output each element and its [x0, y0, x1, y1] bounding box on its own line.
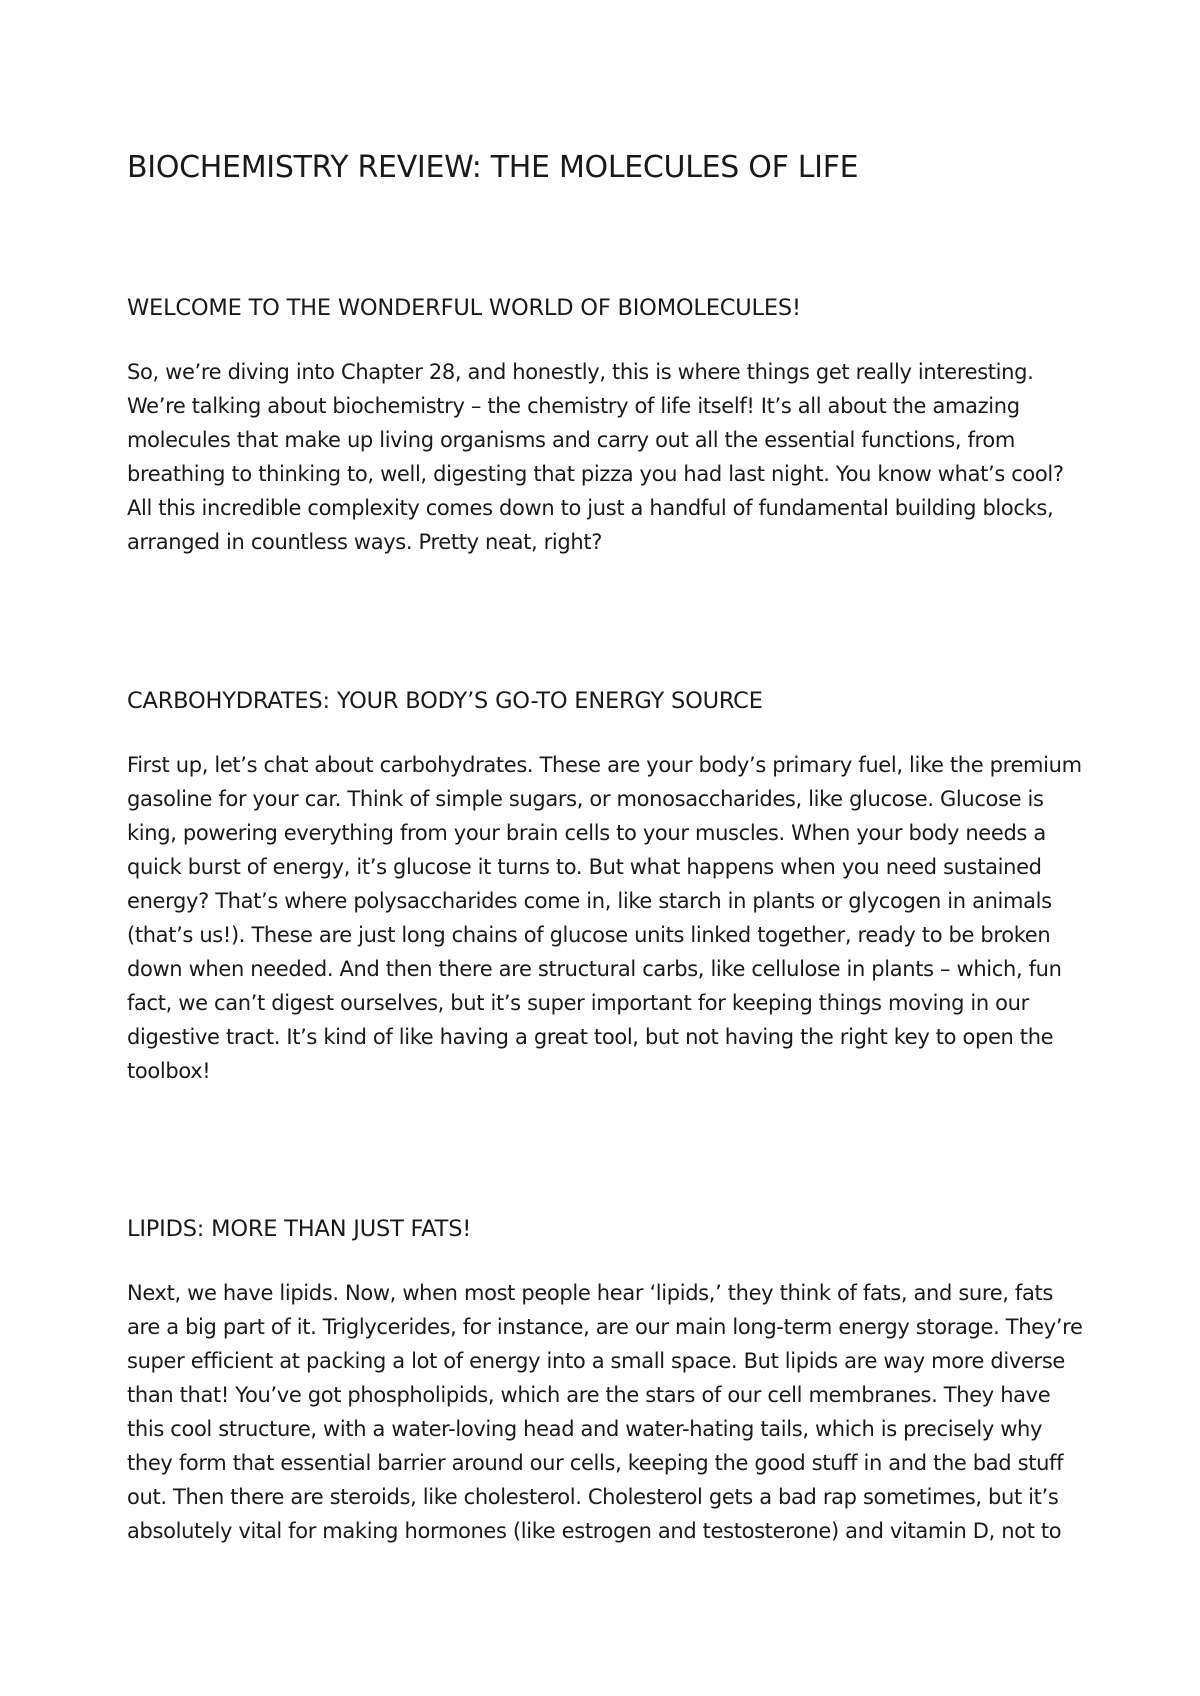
section-heading-lipids: LIPIDS: MORE THAN JUST FATS!	[127, 1216, 472, 1242]
section-paragraph-carbohydrates: First up, let’s chat about carbohydrates. These are your body’s primary fuel, like the premium gasoline for your car. Think of simple sugars, or monosaccharides, like glucose. Glucose is king, powering everything from your brain cells to your muscles. When your body needs a quick burst of energy, it’s glucose it turns to. But what happens when you need sustained energy? That’s where polysaccharides come in, like starch in plants or glycogen in animals (that’s us!). These are just long chains of glucose units linked together, ready to be broken down when needed. And then there are structural carbs, like cellulose in plants – which, fun fact, we can’t digest ourselves, but it’s super important for keeping things moving in our digestive tract. It’s kind of like having a great tool, but not having the right key to open the toolbox!	[127, 753, 1082, 1083]
section-paragraph-lipids: Next, we have lipids. Now, when most people hear ‘lipids,’ they think of fats, and sure, fats are a big part of it. Triglycerides, for instance, are our main long-term energy storage. They’re super efficient at packing a lot of energy into a small space. But lipids are way more diverse than that! You’ve got phospholipids, which are the stars of our cell membranes. They have this cool structure, with a water-loving head and water-hating tails, which is precisely why they form that essential barrier around our cells, keeping the good stuff in and the bad stuff out. Then there are steroids, like cholesterol. Cholesterol gets a bad rap sometimes, but it’s absolutely vital for making hormones (like estrogen and testosterone) and vitamin D, not to	[127, 1281, 1083, 1543]
section-heading-welcome: WELCOME TO THE WONDERFUL WORLD OF BIOMOLECULES!	[127, 295, 801, 321]
section-paragraph-welcome: So, we’re diving into Chapter 28, and honestly, this is where things get really interesting. We’re talking about biochemistry – the chemistry of life itself! It’s all about the amazing molecules that make up living organisms and carry out all the essential functions, from breathing to thinking to, well, digesting that pizza you had last night. You know what’s cool? All this incredible complexity comes down to just a handful of fundamental building blocks, arranged in countless ways. Pretty neat, right?	[127, 360, 1064, 554]
section-heading-carbohydrates: CARBOHYDRATES: YOUR BODY’S GO-TO ENERGY SOURCE	[127, 688, 763, 714]
document-title: BIOCHEMISTRY REVIEW: THE MOLECULES OF LIFE	[127, 150, 859, 185]
